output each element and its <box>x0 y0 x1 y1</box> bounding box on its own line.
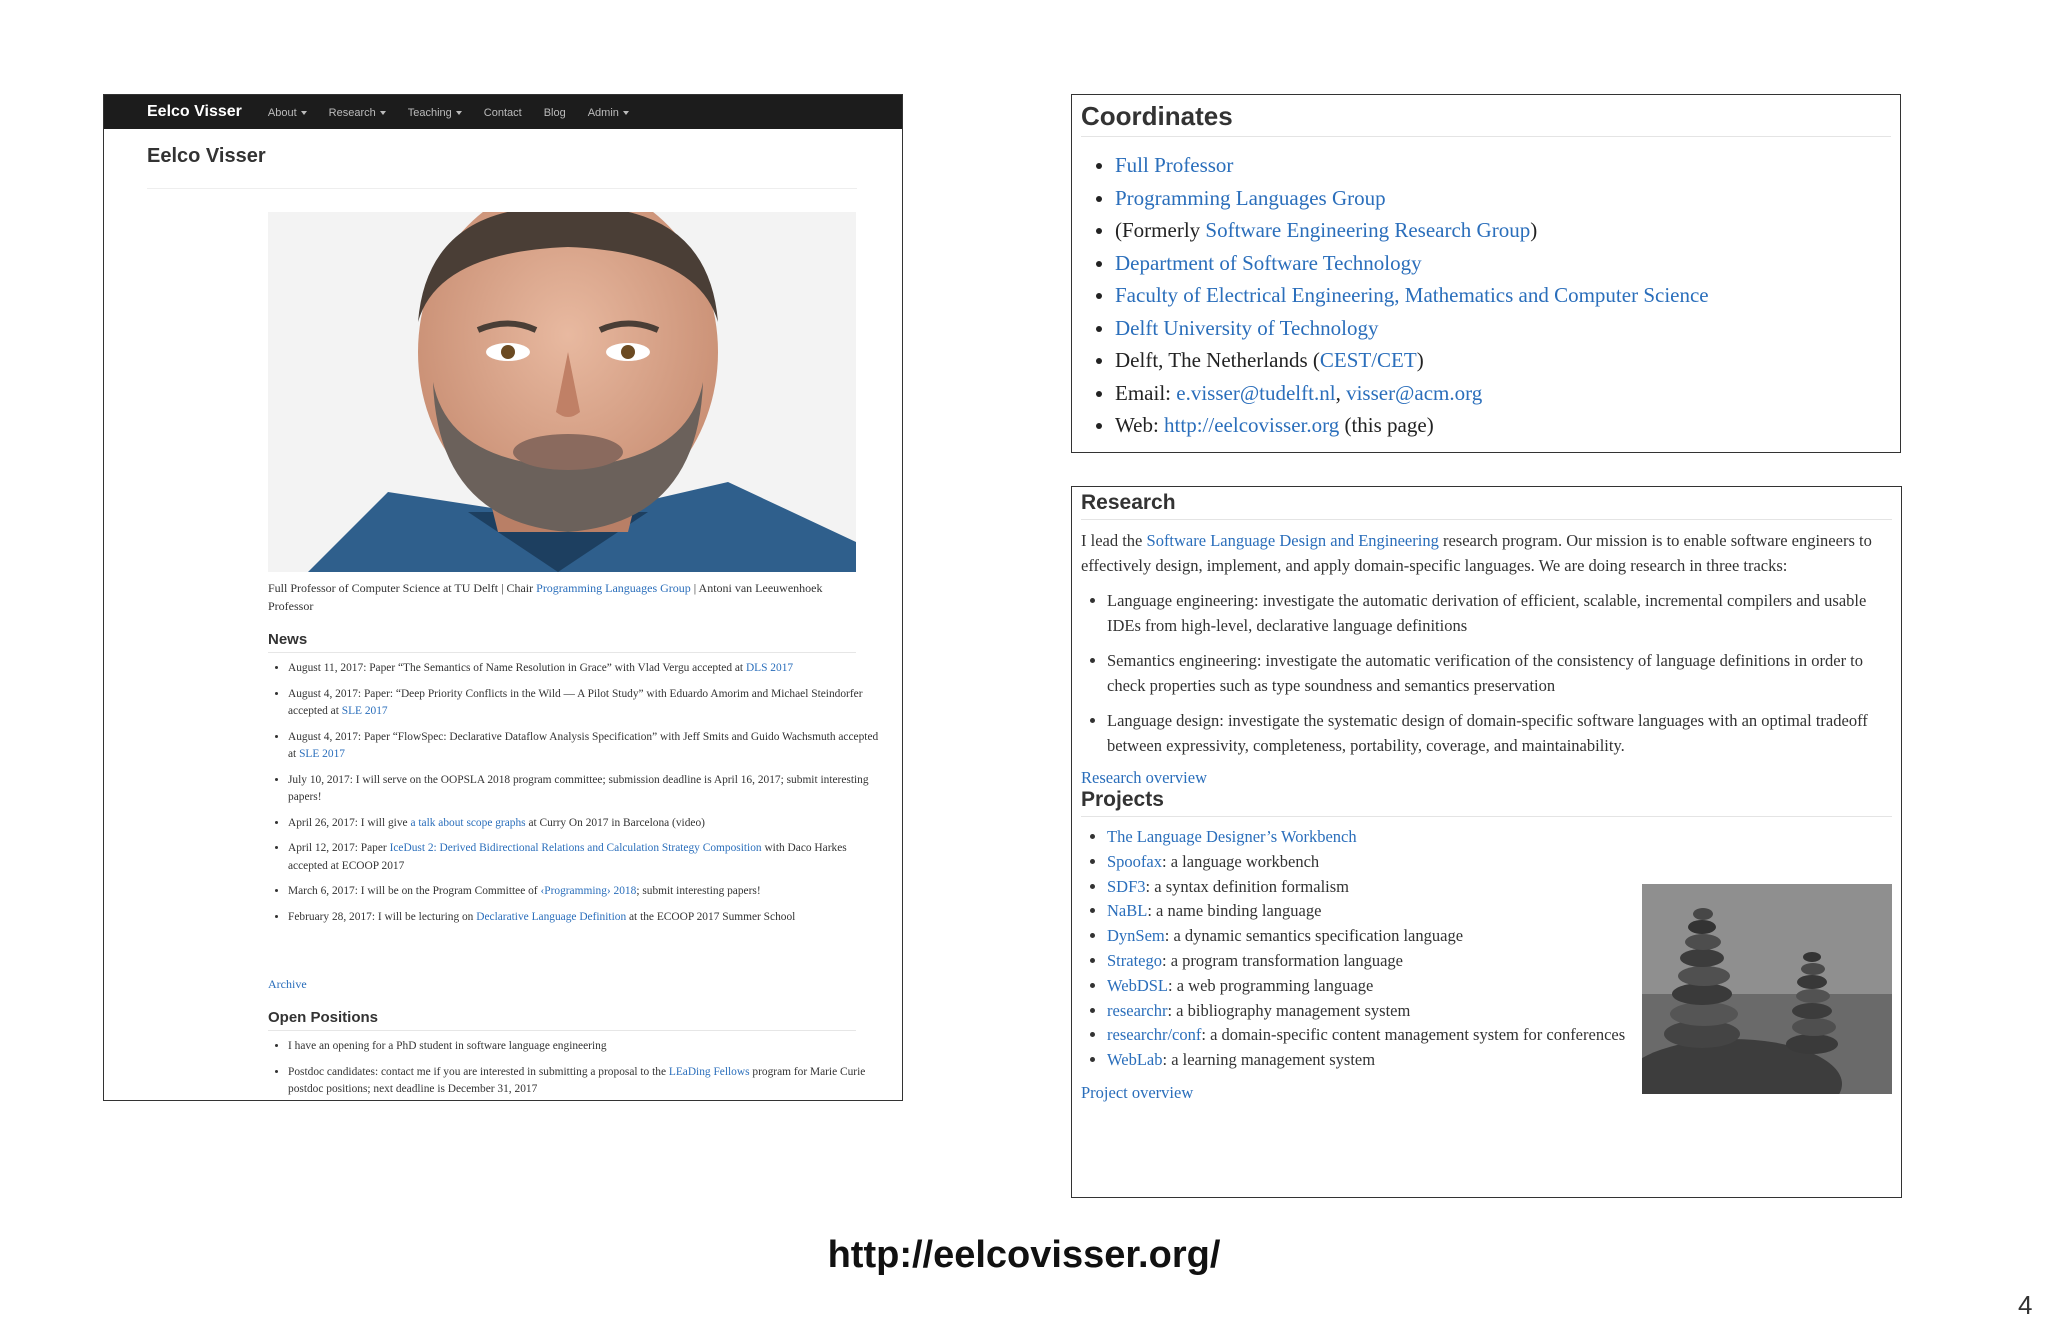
coordinates-item <box>1115 377 1891 410</box>
project-overview-link[interactable]: Project overview <box>1081 1082 1194 1102</box>
project-description: : a learning management system <box>1162 1050 1376 1070</box>
coordinates-list <box>1081 149 1891 442</box>
project-item <box>1107 924 1627 949</box>
news-text: August 4, 2017: Paper: “Deep Priority Conflicts in the Wild — A Pilot Study” with Eduardo Amorim and Michael Steindorfer accepted at <box>288 687 863 717</box>
coordinates-item <box>1115 247 1891 280</box>
coordinates-item <box>1115 214 1891 247</box>
title-divider <box>147 188 857 189</box>
news-item <box>288 729 880 764</box>
position-item <box>288 1064 880 1099</box>
archive-link[interactable]: Archive <box>268 977 307 991</box>
project-description: : a domain-specific content management system for conferences <box>1201 1025 1626 1045</box>
nav-item-about[interactable]: About <box>268 107 307 119</box>
project-link[interactable]: WebLab <box>1107 1050 1163 1070</box>
coordinates-link[interactable]: http://eelcovisser.org <box>1164 413 1340 437</box>
news-text: February 28, 2017: I will be lecturing on <box>288 910 477 923</box>
stacked-stones-image <box>1642 884 1892 1094</box>
coordinates-item <box>1115 279 1891 312</box>
news-item <box>288 660 880 678</box>
coordinates-link[interactable]: visser@acm.org <box>1346 380 1483 405</box>
coordinates-link[interactable]: Software Engineering Research Group <box>1205 218 1531 242</box>
nav-item-contact[interactable]: Contact <box>483 107 522 119</box>
project-link[interactable]: researchr <box>1107 1000 1168 1020</box>
coordinates-link[interactable]: Delft University of Technology <box>1115 315 1379 340</box>
project-link[interactable]: DynSem <box>1107 926 1165 946</box>
coordinates-text: , <box>1335 380 1347 405</box>
news-item <box>288 815 880 833</box>
news-text: March 6, 2017: I will be on the Program Committee of <box>288 885 541 897</box>
chevron-down-icon <box>623 111 629 115</box>
news-item <box>288 772 880 807</box>
news-link[interactable]: ‹Programming› 2018 <box>540 885 637 897</box>
project-item <box>1107 1023 1627 1048</box>
nav-item-teaching[interactable]: Teaching <box>408 107 462 119</box>
news-item <box>288 909 880 927</box>
project-link[interactable]: SDF3 <box>1107 876 1146 896</box>
coordinates-panel <box>1071 94 1901 453</box>
research-track: • Language engineering: investigate the automatic derivation of efficient, scalable, incremental compilers and usable IDEs from high-level, declarative language definitions <box>1107 588 1892 638</box>
news-item <box>288 840 880 875</box>
news-text: with Daco Harkes accepted at ECOOP 2017 <box>288 842 847 872</box>
project-link[interactable]: researchr/conf <box>1107 1025 1202 1045</box>
news-list <box>268 660 880 934</box>
research-intro: I lead the Software Language Design and Engineering research program. Our mission is to enable software engineers to effectively design, implement, and apply domain-specific languages. We are doing research in three tracks: <box>1081 531 1872 575</box>
project-item <box>1107 999 1627 1024</box>
footer-url: http://eelcovisser.org/ <box>827 1234 1221 1276</box>
nav-item-blog[interactable]: Blog <box>543 107 566 119</box>
chevron-down-icon <box>380 111 386 115</box>
projects-heading: Projects <box>1081 788 1892 817</box>
projects-list <box>1081 825 1627 1073</box>
news-link[interactable]: IceDust 2: Derived Bidirectional Relations and Calculation Strategy Composition <box>389 842 762 854</box>
page-title: Eelco Visser <box>147 145 266 167</box>
nav-menu <box>268 103 651 121</box>
caption-link[interactable]: Programming Languages Group <box>536 581 691 595</box>
position-item <box>288 1038 880 1056</box>
news-text: August 4, 2017: Paper “FlowSpec: Declarative Dataflow Analysis Specification” with Jeff Smits and Guido Wachsmuth accepted at <box>288 730 879 760</box>
coordinates-item <box>1115 312 1891 345</box>
project-description: : a web programming language <box>1168 975 1374 995</box>
news-text: April 12, 2017: Paper <box>288 842 390 854</box>
portrait-photo <box>268 212 856 572</box>
coordinates-text: (Formerly <box>1115 218 1206 242</box>
news-text: August 11, 2017: Paper “The Semantics of Name Resolution in Grace” with Vlad Vergu accepted at <box>288 662 746 674</box>
coordinates-link[interactable]: Department of Software Technology <box>1115 250 1422 275</box>
nav-item-research[interactable]: Research <box>329 107 386 119</box>
coordinates-heading: Coordinates <box>1081 101 1891 137</box>
project-description: : a program transformation language <box>1162 950 1403 970</box>
coordinates-item <box>1115 149 1891 182</box>
coordinates-text: Web: <box>1115 413 1165 437</box>
news-text: ; submit interesting papers! <box>636 885 761 897</box>
project-link[interactable]: The Language Designer’s Workbench <box>1107 827 1357 846</box>
project-description: : a name binding language <box>1147 901 1322 921</box>
project-item <box>1107 974 1627 999</box>
project-description: : a syntax definition formalism <box>1145 876 1349 896</box>
news-link[interactable]: LEaDing Fellows <box>668 1065 750 1078</box>
news-item <box>288 686 880 721</box>
project-item <box>1107 875 1627 900</box>
research-program-link[interactable]: Software Language Design and Engineering <box>1146 531 1439 550</box>
project-item <box>1107 949 1627 974</box>
news-item <box>288 883 880 901</box>
open-positions-divider <box>268 1030 856 1031</box>
news-text: I have an opening for a PhD student in software language engineering <box>288 1040 607 1052</box>
news-link[interactable]: a talk about scope graphs <box>410 816 526 829</box>
coordinates-text: Email: <box>1115 380 1177 405</box>
research-heading: Research <box>1081 491 1892 520</box>
project-description: : a dynamic semantics specification language <box>1164 926 1464 946</box>
brand-link[interactable]: Eelco Visser <box>147 103 242 120</box>
news-divider <box>268 652 856 653</box>
news-text: April 26, 2017: I will give <box>288 816 411 829</box>
website-screenshot <box>103 94 903 1101</box>
project-description: : a language workbench <box>1162 851 1320 871</box>
news-link[interactable]: Declarative Language Definition <box>476 910 627 923</box>
news-text: at Curry On 2017 in Barcelona (video) <box>525 816 705 829</box>
project-link[interactable]: WebDSL <box>1107 975 1168 995</box>
coordinates-link[interactable]: e.visser@tudelft.nl <box>1176 380 1336 405</box>
news-link[interactable]: DLS 2017 <box>745 662 794 674</box>
project-item <box>1107 850 1627 875</box>
research-track: • Semantics engineering: investigate the automatic verification of the consistency of language definitions in order to check properties such as type soundness and semantics preservation <box>1107 648 1892 698</box>
news-text: July 10, 2017: I will serve on the OOPSLA 2018 program committee; submission deadline is April 16, 2017; submit interesting papers! <box>288 773 869 803</box>
research-tracks <box>1081 588 1892 758</box>
coordinates-text: Delft, The Netherlands ( <box>1115 348 1320 372</box>
project-description: : a bibliography management system <box>1167 1000 1411 1020</box>
positions-list <box>268 1038 880 1101</box>
chevron-down-icon <box>456 111 462 115</box>
project-item <box>1107 825 1627 850</box>
coordinates-text: ) <box>1530 218 1538 242</box>
project-item <box>1107 1048 1627 1073</box>
open-positions-heading: Open Positions <box>268 1009 379 1026</box>
research-overview-link[interactable]: Research overview <box>1081 768 1207 787</box>
nav-item-admin[interactable]: Admin <box>588 107 629 119</box>
coordinates-link[interactable]: Full Professor <box>1115 153 1234 177</box>
slide-page-number: 4 <box>2018 1290 2033 1320</box>
coordinates-text: (this page) <box>1339 413 1434 437</box>
project-link[interactable]: NaBL <box>1107 901 1148 921</box>
coordinates-link[interactable]: CEST/CET <box>1319 348 1417 372</box>
project-item <box>1107 899 1627 924</box>
coordinates-item <box>1115 344 1891 377</box>
navbar <box>104 95 902 129</box>
news-heading: News <box>268 631 308 648</box>
chevron-down-icon <box>301 111 307 115</box>
news-link[interactable]: SLE 2017 <box>341 705 388 717</box>
news-text: program for Marie Curie postdoc positions; next deadline is December 31, 2017 <box>288 1065 866 1095</box>
photo-caption: Full Professor of Computer Science at TU Delft | Chair Programming Languages Group | Antoni van Leeuwenhoek Professor <box>268 581 823 613</box>
project-link[interactable]: Stratego <box>1107 950 1162 970</box>
coordinates-text: ) <box>1416 348 1424 372</box>
research-track: • Language design: investigate the systematic design of domain-specific software languages with an optimal tradeoff between expressivity, completeness, portability, coverage, and maintainability. <box>1107 708 1892 758</box>
news-text: Postdoc candidates: contact me if you are interested in submitting a proposal to the <box>288 1065 669 1078</box>
news-link[interactable]: SLE 2017 <box>299 748 345 760</box>
project-link[interactable]: Spoofax <box>1107 851 1162 871</box>
coordinates-link[interactable]: Faculty of Electrical Engineering, Mathematics and Computer Science <box>1115 283 1709 307</box>
coordinates-item <box>1115 409 1891 442</box>
coordinates-link[interactable]: Programming Languages Group <box>1115 185 1386 210</box>
coordinates-item <box>1115 182 1891 215</box>
research-panel <box>1071 486 1902 1198</box>
news-text: at the ECOOP 2017 Summer School <box>626 910 796 923</box>
